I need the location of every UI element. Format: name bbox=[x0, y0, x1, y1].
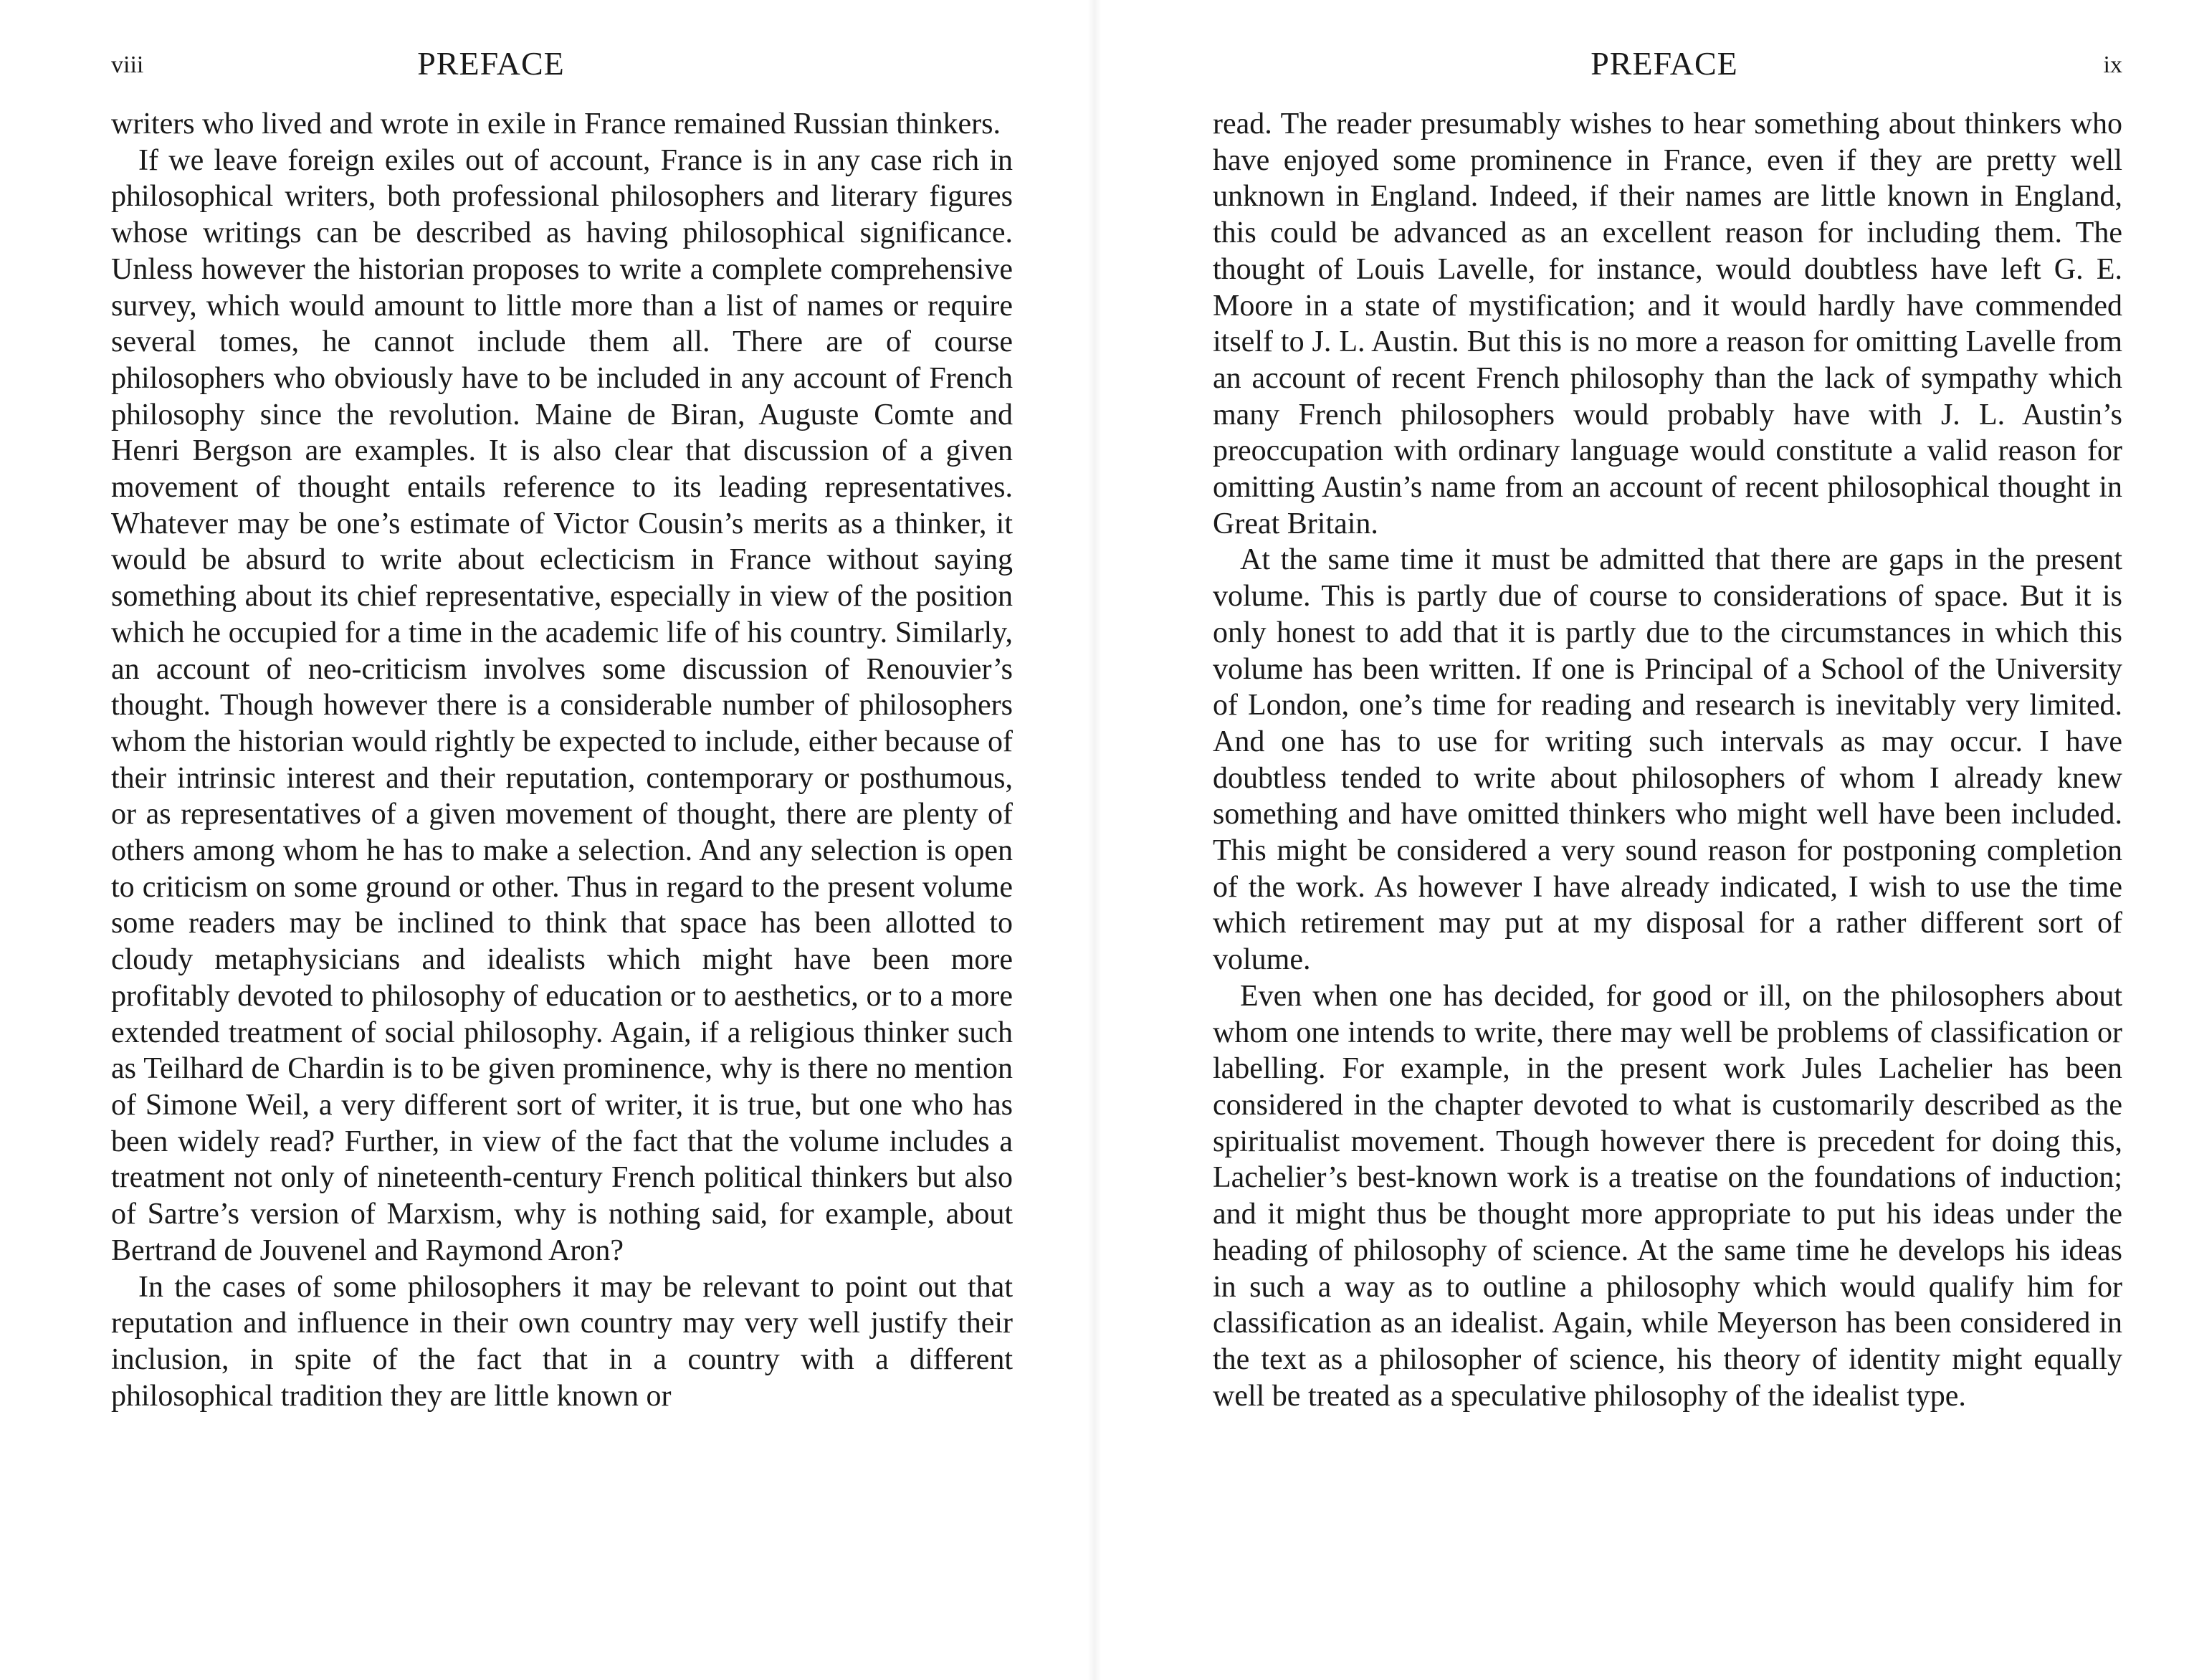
paragraph: writers who lived and wrote in exile in France remained Russian thinkers. bbox=[111, 108, 1001, 140]
paragraph: In the cases of some philosophers it may be relevant to point out that reputation and influence in their own country may very well justify their inclusion, in spite of the fact that in a country with a different philosophical tradition they are little known or bbox=[111, 1270, 1013, 1413]
running-title: PREFACE bbox=[417, 45, 565, 82]
paragraph: Even when one has decided, for good or ill, on the philosophers about whom one intends to write, there may well be problems of classification or labelling. For example, in the present work Jules Lachelier has been considered in the chapter devoted to what is customarily described as the spiritualist movement. Though however there is precedent for doing this, Lachelier’s best-known work is a treatise on the foundations of induction; and it might thus be thought more appropriate to put his ideas under the heading of philosophy of science. At the same time he develops his ideas in such a way as to outline a philosophy which would qualify him for classification as an idealist. Again, while Meyerson has been considered in the text as a philosopher of science, his theory of identity might equally well be treated as a speculative philosophy of the idealist type. bbox=[1213, 979, 2122, 1413]
right-page bbox=[1094, 0, 2189, 1680]
running-title: PREFACE bbox=[1591, 45, 1738, 82]
right-page-body bbox=[1213, 106, 2122, 1414]
left-page bbox=[0, 0, 1094, 1680]
page-number: ix bbox=[2103, 52, 2122, 78]
right-page-header bbox=[1213, 44, 2122, 87]
left-page-header bbox=[111, 44, 1016, 87]
paragraph: read. The reader presumably wishes to hear something about thinkers who have enjoyed some prominence in France, even if they are pretty well unknown in England. Indeed, if their names are little known in England, this could be advanced as an excellent reason for including them. The thought of Louis Lavelle, for instance, would doubtless have left G. E. Moore in a state of mystification; and it would hardly have commended itself to J. L. Austin. But this is no more a reason for omitting Lavelle from an account of recent French philosophy than the lack of sympathy which many French philosophers would probably have with J. L. Austin’s preoccupation with ordinary language would constitute a valid reason for omitting Austin’s name from an account of recent philosophical thought in Great Britain. bbox=[1213, 108, 2122, 540]
paragraph: At the same time it must be admitted that there are gaps in the present volume. This is partly due of course to considerations of space. But it is only honest to add that it is partly due to the circumstances in which this volume has been written. If one is Principal of a School of the University of London, one’s time for reading and research is inevitably very limited. And one has to use for writing such intervals as may occur. I have doubtless tended to write about philosophers of whom I already knew something and have omitted thinkers who might well have been included. This might be considered a very sound reason for postponing completion of the work. As however I have already indicated, I wish to use the time which retirement may put at my disposal for a rather different sort of volume. bbox=[1213, 543, 2122, 977]
paragraph: If we leave foreign exiles out of account, France is in any case rich in philosophical writers, both professional philosophers and literary figures whose writings can be described as having philosophical significance. Unless however the historian proposes to write a complete comprehensive survey, which would amount to little more than a list of names or require several tomes, he cannot include them all. There are of course philosophers who obviously have to be included in any account of French philosophy since the revolution. Maine de Biran, Auguste Comte and Henri Bergson are examples. It is also clear that discussion of a given movement of thought entails reference to its leading representatives. Whatever may be one’s estimate of Victor Cousin’s merits as a thinker, it would be absurd to write about eclecticism in France without saying something about its chief representative, especially in view of the position which he occupied for a time in the academic life of his country. Similarly, an account of neo-criticism involves some discussion of Renouvier’s thought. Though however there is a considerable number of philosophers whom the historian would rightly be expected to include, either because of their intrinsic interest and their reputation, contemporary or posthumous, or as representatives of a given movement of thought, there are plenty of others among whom he has to make a selection. And any selection is open to criticism on some ground or other. Thus in regard to the present volume some readers may be inclined to think that space has been allotted to cloudy metaphysicians and idealists which might have been more profitably devoted to philosophy of education or to aesthetics, or to a more extended treatment of social philosophy. Again, if a religious thinker such as Teilhard de Chardin is to be given prominence, why is there no mention of Simone Weil, a very different sort of writer, it is true, but one who has been widely read? Further, in view of the fact that the volume includes a treatment not only of nineteenth-century French political thinkers but also of Sartre’s version of Marxism, why is nothing said, for example, about Bertrand de Jouvenel and Raymond Aron? bbox=[111, 143, 1013, 1267]
left-page-body bbox=[111, 106, 1013, 1414]
page-number: viii bbox=[111, 52, 144, 78]
